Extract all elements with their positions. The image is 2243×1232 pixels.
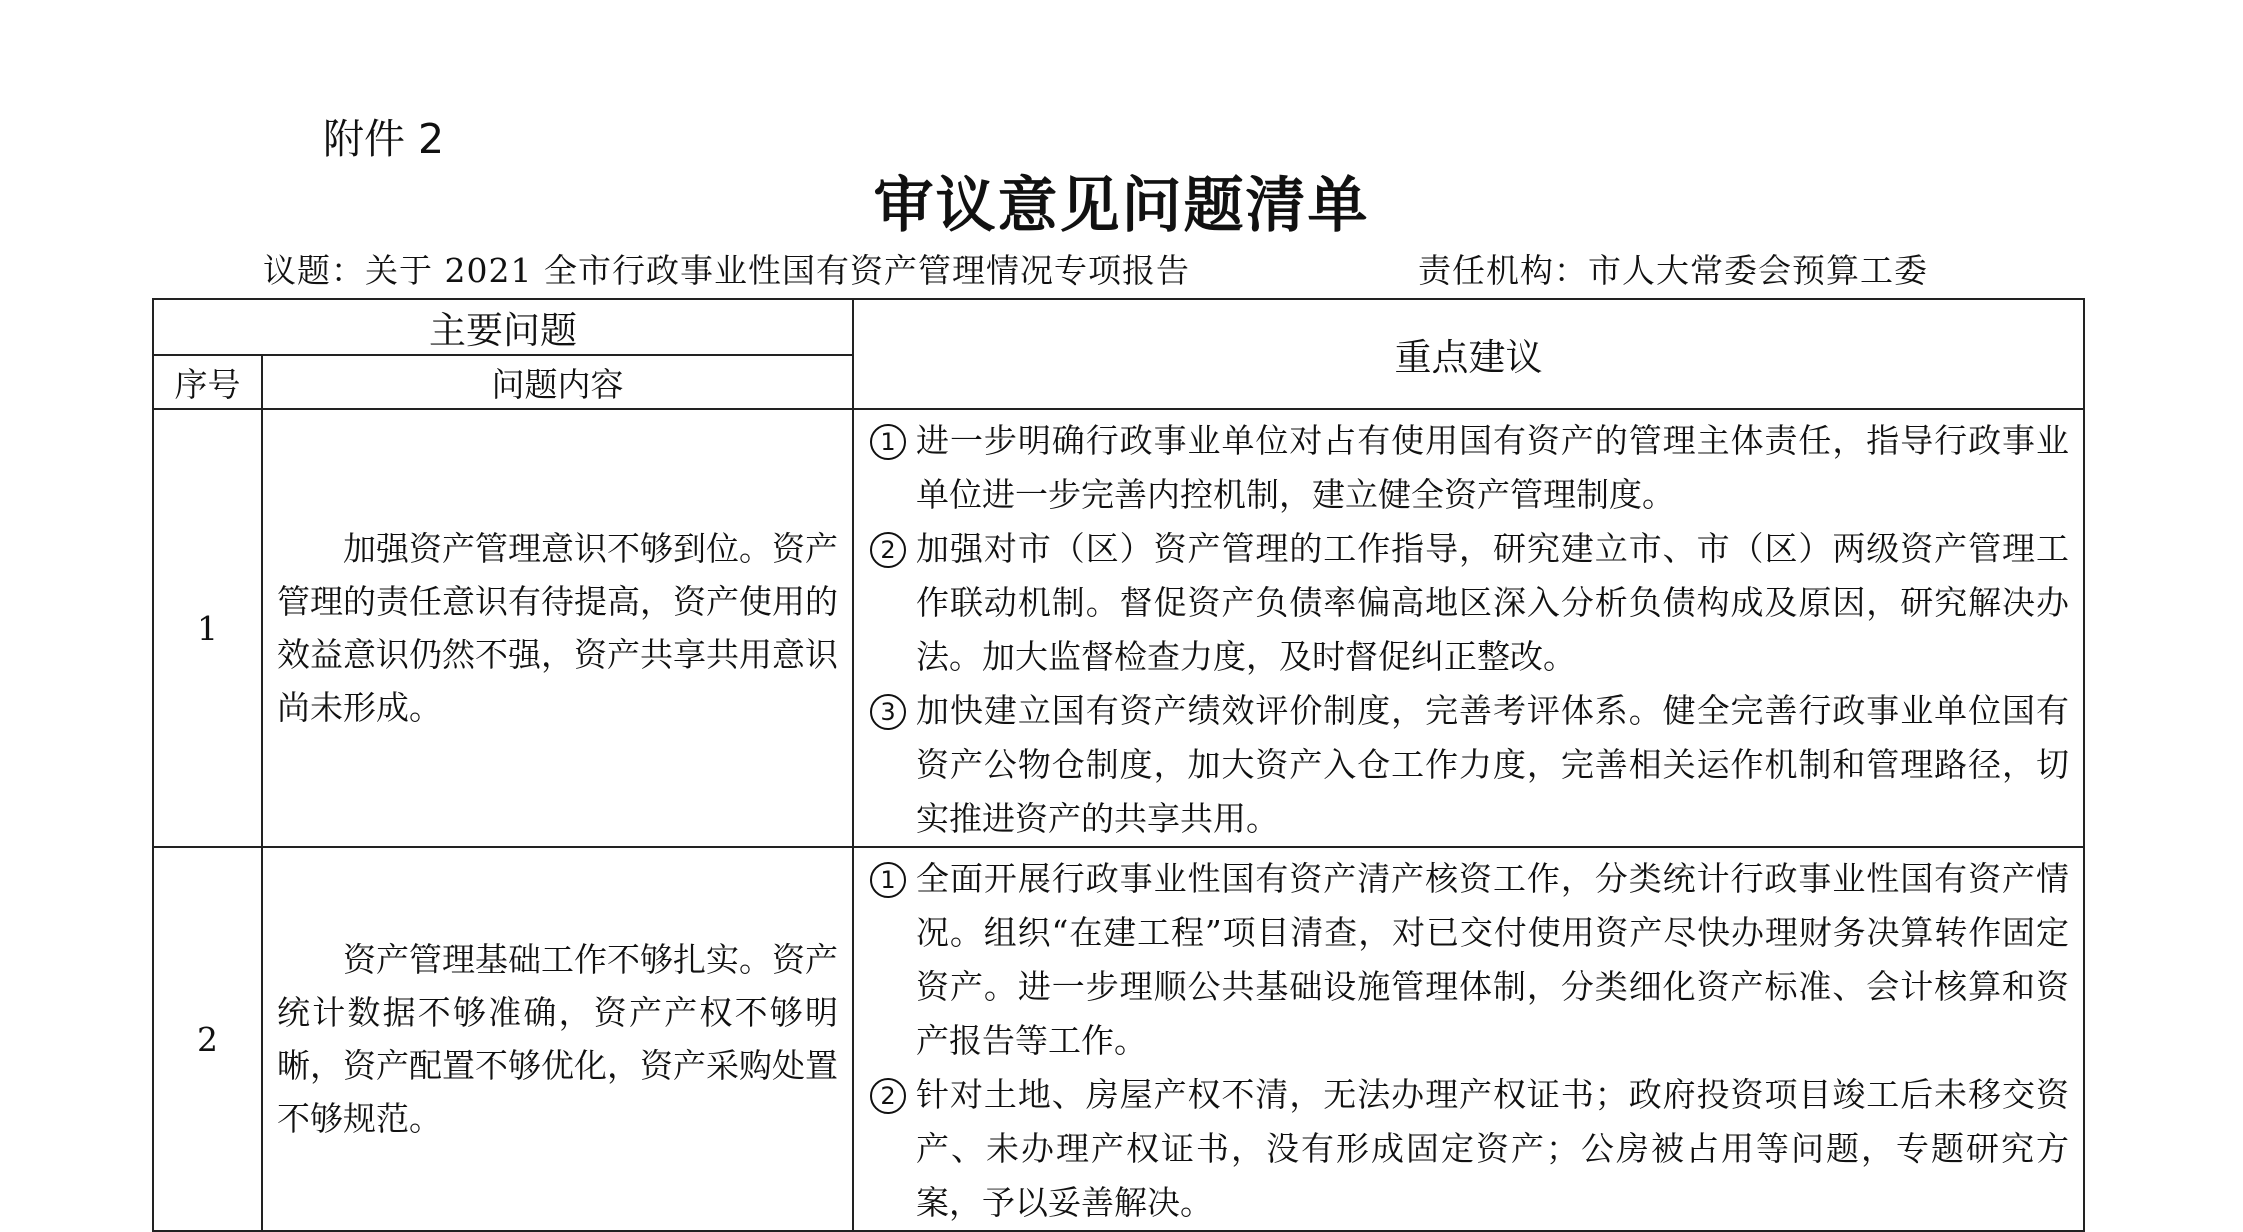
table-row — [153, 847, 2084, 1231]
main-problems-header: 主要问题 — [153, 299, 853, 355]
row-number: 2 — [153, 847, 262, 1231]
suggestion-item — [868, 414, 2069, 522]
suggestion-list — [853, 409, 2084, 847]
circled-number: 3 — [870, 694, 906, 730]
key-suggestions-header: 重点建议 — [853, 299, 2084, 409]
problem-content: 资产管理基础工作不够扎实。资产统计数据不够准确，资产产权不够明晰，资产配置不够优化，资产采购处置不够规范。 — [262, 847, 853, 1231]
table-row — [153, 409, 2084, 847]
document-title: 审议意见问题清单 — [873, 171, 1370, 241]
problem-content-header: 问题内容 — [262, 355, 853, 409]
circled-number: 1 — [870, 862, 906, 898]
suggestion-list — [853, 847, 2084, 1231]
suggestion-text: 进一步明确行政事业单位对占有使用国有资产的管理主体责任，指导行政事业单位进一步完善内控机制，建立健全资产管理制度。 — [916, 421, 2069, 514]
issue-table — [152, 298, 2085, 1232]
circled-number: 2 — [870, 532, 906, 568]
suggestion-text: 针对土地、房屋产权不清，无法办理产权证书；政府投资项目竣工后未移交资产、未办理产权证书，没有形成固定资产；公房被占用等问题，专题研究方案，予以妥善解决。 — [916, 1075, 2069, 1222]
problem-content: 加强资产管理意识不够到位。资产管理的责任意识有待提高，资产使用的效益意识仍然不强，资产共享共用意识尚未形成。 — [262, 409, 853, 847]
serial-number-header: 序号 — [153, 355, 262, 409]
suggestion-text: 全面开展行政事业性国有资产清产核资工作，分类统计行政事业性国有资产情况。组织“在建工程”项目清查，对已交付使用资产尽快办理财务决算转作固定资产。进一步理顺公共基础设施管理体制，分类细化资产标准、会计核算和资产报告等工作。 — [916, 859, 2069, 1060]
attachment-label: 附件 2 — [323, 115, 445, 163]
suggestion-text: 加强对市（区）资产管理的工作指导，研究建立市、市（区）两级资产管理工作联动机制。督促资产负债率偏高地区深入分析负债构成及原因，研究解决办法。加大监督检查力度，及时督促纠正整改。 — [916, 529, 2069, 676]
suggestion-item — [868, 684, 2069, 846]
suggestion-item — [868, 1068, 2069, 1230]
circled-number: 1 — [870, 424, 906, 460]
circled-number: 2 — [870, 1078, 906, 1114]
row-number: 1 — [153, 409, 262, 847]
responsible-org-line: 责任机构：市人大常委会预算工委 — [1418, 251, 1928, 290]
suggestion-text: 加快建立国有资产绩效评价制度，完善考评体系。健全完善行政事业单位国有资产公物仓制度，加大资产入仓工作力度，完善相关运作机制和管理路径，切实推进资产的共享共用。 — [916, 691, 2069, 838]
suggestion-item — [868, 522, 2069, 684]
suggestion-item — [868, 852, 2069, 1068]
topic-line: 议题：关于 2021 全市行政事业性国有资产管理情况专项报告 — [263, 251, 1190, 290]
